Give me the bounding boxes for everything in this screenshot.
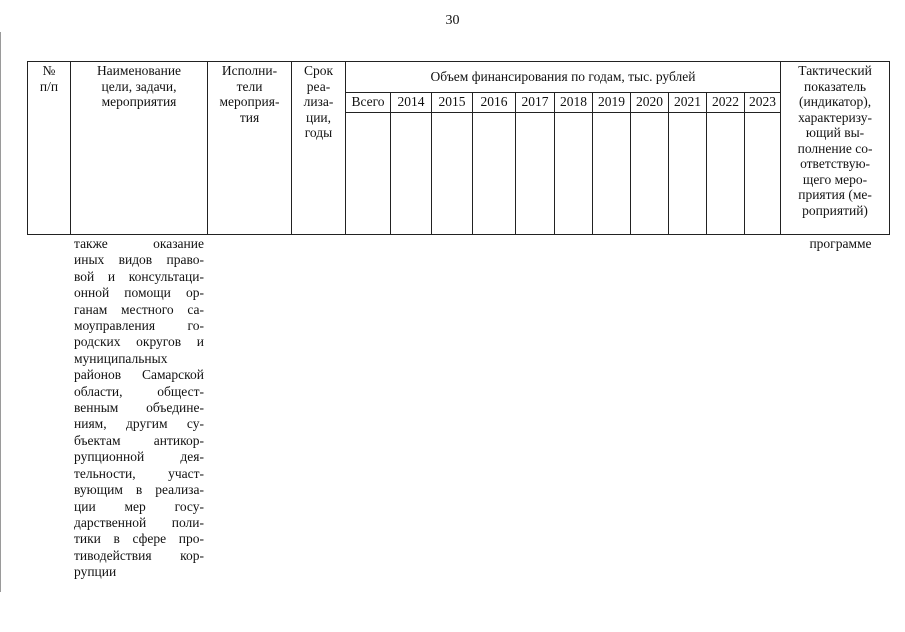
col-year-header: 2018 [555,93,593,113]
text-line: характеризу- [798,109,872,125]
text-line: щего меро- [802,171,868,187]
col-year-header: 2021 [669,93,707,113]
text-line: моуправления го- [74,318,204,334]
col-number-header [28,62,71,235]
text-line: полнение со- [797,140,873,156]
text-line: ции, [305,109,332,125]
text-line: реа- [306,78,331,94]
text-line: лиза- [303,94,334,109]
measure-name-continuation [74,236,204,581]
empty-cell [391,113,432,235]
col-executors-header [208,62,292,235]
col-indicator-header [781,62,890,235]
empty-cell [593,113,631,235]
text-line: Наименование [96,63,182,78]
text-line: тельности, участ- [74,465,204,481]
text-line: венным объедине- [74,400,204,416]
text-line: ниям, другим су- [74,416,204,432]
text-line: тики в сфере про- [74,531,204,547]
funding-table-header [27,61,890,235]
empty-cell [669,113,707,235]
text-line: цели, задачи, [101,78,177,94]
text-line: № [42,63,56,78]
col-year-header: 2017 [516,93,555,113]
col-year-header: 2016 [473,93,516,113]
text-line: мероприя- [219,94,280,109]
text-line: тели [236,78,263,94]
col-year-header: 2022 [707,93,745,113]
empty-cell [346,113,391,235]
col-term-header [292,62,346,235]
text-line: показатель [804,78,867,94]
text-line: муниципальных [74,350,168,366]
text-line: (индикатор), [798,94,872,109]
text-line: тия [239,109,260,125]
indicator-continuation: программе [809,236,872,251]
text-line: тиводействия кор- [74,547,204,563]
page-left-edge [0,32,1,592]
col-funding-header: Объем финансирования по годам, тыс. рублей [346,62,781,93]
text-line: ющий вы- [805,125,865,140]
page-number: 30 [445,13,460,28]
text-line: Срок [303,63,334,78]
text-line: рупционной дея- [74,449,204,465]
col-year-header: 2015 [432,93,473,113]
text-line: годы [304,125,333,140]
empty-cell [432,113,473,235]
text-line: также оказание [74,236,204,251]
text-line: дарственной поли- [74,514,204,530]
text-line: ции мер госу- [74,498,204,514]
text-line: области, общест- [74,383,204,399]
empty-cell [516,113,555,235]
empty-cell [707,113,745,235]
empty-cell [745,113,781,235]
text-line: приятия (ме- [798,187,872,202]
text-line: родских округов и [74,334,204,350]
empty-cell [555,113,593,235]
text-line: мероприятия [101,94,177,109]
text-line: п/п [39,78,59,94]
text-line: онной помощи ор- [74,285,204,301]
text-line: бъектам антикор- [74,432,204,448]
text-line: рупции [74,564,117,580]
text-line: ганам местного са- [74,301,204,317]
col-total-header: Всего [346,93,391,113]
text-line: районов Самарской [74,367,204,383]
col-year-header: 2020 [631,93,669,113]
col-year-header: 2019 [593,93,631,113]
text-line: роприятий) [802,202,868,218]
empty-cell [631,113,669,235]
text-line: Исполни- [221,63,278,78]
col-year-header: 2014 [391,93,432,113]
text-line: вой и консультаци- [74,268,204,284]
col-year-header: 2023 [745,93,781,113]
text-line: вующим в реализа- [74,482,204,498]
col-name-header [71,62,208,235]
text-line: ответствую- [800,156,871,171]
empty-cell [473,113,516,235]
text-line: Тактический [798,63,872,78]
text-line: иных видов право- [74,252,204,268]
